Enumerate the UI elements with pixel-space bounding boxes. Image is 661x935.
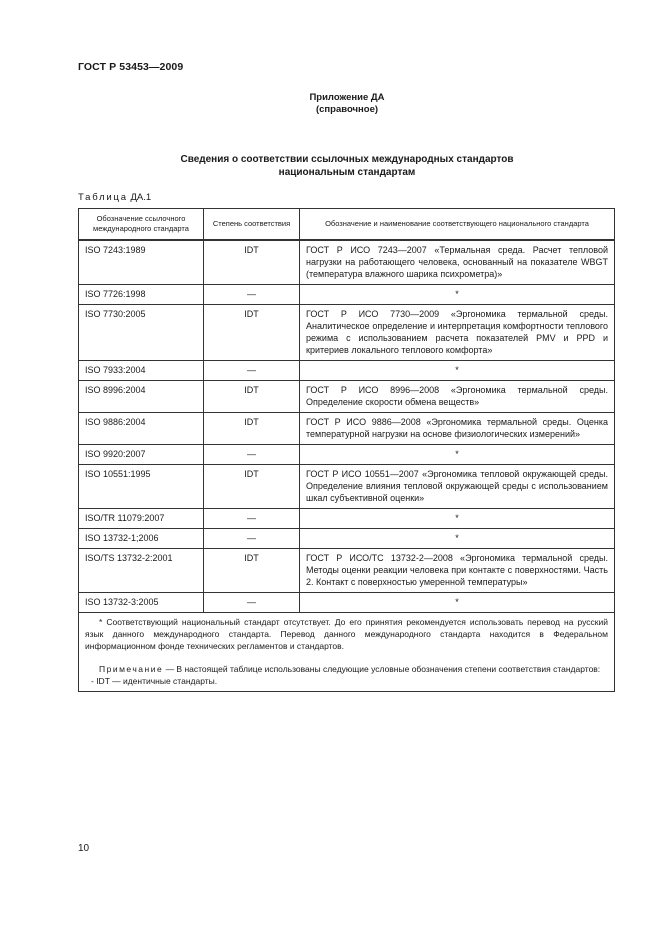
note-label: Примечание	[99, 664, 164, 674]
cell-description: ГОСТ Р ИСО 7243—2007 «Термальная среда. Расчет тепловой нагрузки на работающего человека, основанный на показателе WBGT (температура влажного шарика психрометра)»	[300, 240, 615, 285]
footnote: * Соответствующий национальный стандарт отсутствует. До его принятия рекомендуется использовать перевод на русский язык данного международного стандарта. Перевод данного международного стандарта находится в Федеральном информационном фонде технических регламентов и стандартов.	[85, 617, 608, 651]
header-national-standard: Обозначение и наименование соответствующего национального стандарта	[300, 209, 615, 241]
header-international-standard: Обозначение ссылочного международного стандарта	[79, 209, 204, 241]
page-number: 10	[78, 843, 90, 854]
table-notes-row	[79, 613, 615, 692]
cell-description: *	[300, 509, 615, 529]
cell-degree: IDT	[204, 465, 300, 509]
table-row	[79, 240, 615, 285]
table-row	[79, 361, 615, 381]
cell-code: ISO 13732-1;2006	[79, 529, 204, 549]
cell-degree: —	[204, 529, 300, 549]
standards-table	[78, 208, 615, 692]
cell-degree: —	[204, 285, 300, 305]
cell-description: *	[300, 529, 615, 549]
cell-degree: —	[204, 361, 300, 381]
table-row	[79, 381, 615, 413]
table-row	[79, 305, 615, 361]
note-text: — В настоящей таблице использованы следующие условные обозначения степени соответствия стандартов:	[163, 664, 601, 674]
cell-code: ISO 7730:2005	[79, 305, 204, 361]
table-caption-number: ДА.1	[130, 192, 152, 203]
cell-degree: IDT	[204, 240, 300, 285]
appendix-subtitle: (справочное)	[315, 104, 379, 115]
cell-degree: IDT	[204, 413, 300, 445]
table-row	[79, 529, 615, 549]
table-row	[79, 549, 615, 593]
cell-description: ГОСТ Р ИСО 9886—2008 «Эргономика термальной среды. Оценка температурной нагрузки на основе физиологических измерений»	[300, 413, 615, 445]
cell-description: ГОСТ Р ИСО 8996—2008 «Эргономика термальной среды. Определение скорости обмена веществ»	[300, 381, 615, 413]
cell-description: ГОСТ Р ИСО 7730—2009 «Эргономика термальной среды. Аналитическое определение и интерпретация комфортности теплового режима с использованием расчета показателей PMV и PPD и критериев локального теплового комфорта»	[300, 305, 615, 361]
table-row	[79, 445, 615, 465]
note	[85, 663, 608, 675]
appendix-title: Приложение ДА	[309, 92, 385, 103]
cell-code: ISO 7726:1998	[79, 285, 204, 305]
section-title-line-1: Сведения о соответствии ссылочных международных стандартов	[180, 154, 514, 165]
cell-description: ГОСТ Р ИСО/ТС 13732-2—2008 «Эргономика термальной среды. Методы оценки реакции человека при контакте с поверхностями. Часть 2. Контакт с поверхностью умеренной температуры»	[300, 549, 615, 593]
table-row	[79, 593, 615, 613]
cell-degree: —	[204, 593, 300, 613]
cell-code: ISO/TS 13732-2:2001	[79, 549, 204, 593]
section-title	[0, 153, 661, 179]
cell-degree: —	[204, 445, 300, 465]
cell-degree: IDT	[204, 381, 300, 413]
cell-code: ISO 13732-3:2005	[79, 593, 204, 613]
cell-degree: IDT	[204, 549, 300, 593]
section-title-line-2: национальным стандартам	[278, 167, 416, 178]
cell-description: ГОСТ Р ИСО 10551—2007 «Эргономика тепловой окружающей среды. Определение влияния тепловой окружающей среды с использованием шкал субъективной оценки»	[300, 465, 615, 509]
note-item: - IDT — идентичные стандарты.	[91, 676, 218, 686]
cell-description: *	[300, 285, 615, 305]
table-row	[79, 413, 615, 445]
cell-code: ISO 9920:2007	[79, 445, 204, 465]
cell-description: *	[300, 593, 615, 613]
table-row	[79, 509, 615, 529]
cell-description: *	[300, 445, 615, 465]
document-code: ГОСТ Р 53453—2009	[78, 61, 184, 73]
table-row	[79, 285, 615, 305]
header-degree: Степень соответствия	[204, 209, 300, 241]
cell-code: ISO 10551:1995	[79, 465, 204, 509]
cell-code: ISO 7933:2004	[79, 361, 204, 381]
cell-degree: —	[204, 509, 300, 529]
appendix-heading	[0, 92, 661, 116]
cell-code: ISO/TR 11079:2007	[79, 509, 204, 529]
table-notes	[79, 613, 615, 692]
table-row	[79, 465, 615, 509]
cell-description: *	[300, 361, 615, 381]
table-header-row	[79, 209, 615, 241]
cell-code: ISO 9886:2004	[79, 413, 204, 445]
cell-degree: IDT	[204, 305, 300, 361]
cell-code: ISO 8996:2004	[79, 381, 204, 413]
cell-code: ISO 7243:1989	[79, 240, 204, 285]
table-caption	[78, 192, 151, 203]
table-caption-word: Таблица	[78, 192, 128, 203]
